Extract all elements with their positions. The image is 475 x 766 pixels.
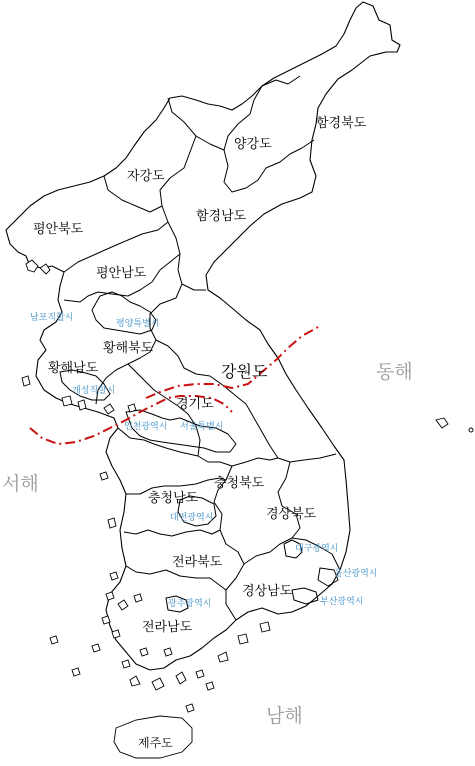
label-jeju: 제주도 xyxy=(138,736,173,750)
label-pyeongan-bukdo: 평안북도 xyxy=(33,222,84,237)
label-gangwon: 강원도 xyxy=(221,362,268,381)
label-east-sea: 동해 xyxy=(376,361,413,383)
label-incheon: 인천광역시 xyxy=(124,422,168,432)
label-nampo: 남포직할시 xyxy=(30,313,74,323)
label-gyeonggi: 경기도 xyxy=(176,397,214,412)
label-ulsan: 울산광역시 xyxy=(334,569,378,579)
label-jeolla-bukdo: 전라북도 xyxy=(172,555,223,570)
label-yanggang: 양강도 xyxy=(234,137,272,152)
label-chungcheong-bukdo: 충청북도 xyxy=(214,476,265,491)
label-busan: 부산광역시 xyxy=(320,597,364,607)
label-hamgyeong-namdo: 함경남도 xyxy=(196,209,247,224)
label-gyeongsang-namdo: 경상남도 xyxy=(242,584,293,599)
label-west-sea: 서해 xyxy=(2,473,39,495)
label-gwangju: 광주광역시 xyxy=(168,599,212,609)
label-pyeongan-namdo: 평안남도 xyxy=(96,266,147,281)
label-pyongyang: 평양특별시 xyxy=(116,319,160,329)
label-chungcheong-namdo: 충청남도 xyxy=(148,491,199,506)
label-hamgyeong-bukdo: 함경북도 xyxy=(316,116,367,131)
label-daegu: 대구광역시 xyxy=(295,544,339,554)
label-kaesong: 개성직할시 xyxy=(72,386,116,396)
label-gyeongsang-bukdo: 경상북도 xyxy=(266,507,317,522)
label-south-sea: 남해 xyxy=(266,705,303,727)
label-jagang: 자강도 xyxy=(127,169,165,184)
label-daejeon: 대전광역시 xyxy=(170,513,214,523)
label-hwanghae-bukdo: 황해북도 xyxy=(103,341,154,356)
label-jeolla-namdo: 전라남도 xyxy=(142,620,193,635)
label-seoul: 서울특별시 xyxy=(180,422,224,432)
label-hwanghae-namdo: 황해남도 xyxy=(48,361,99,376)
